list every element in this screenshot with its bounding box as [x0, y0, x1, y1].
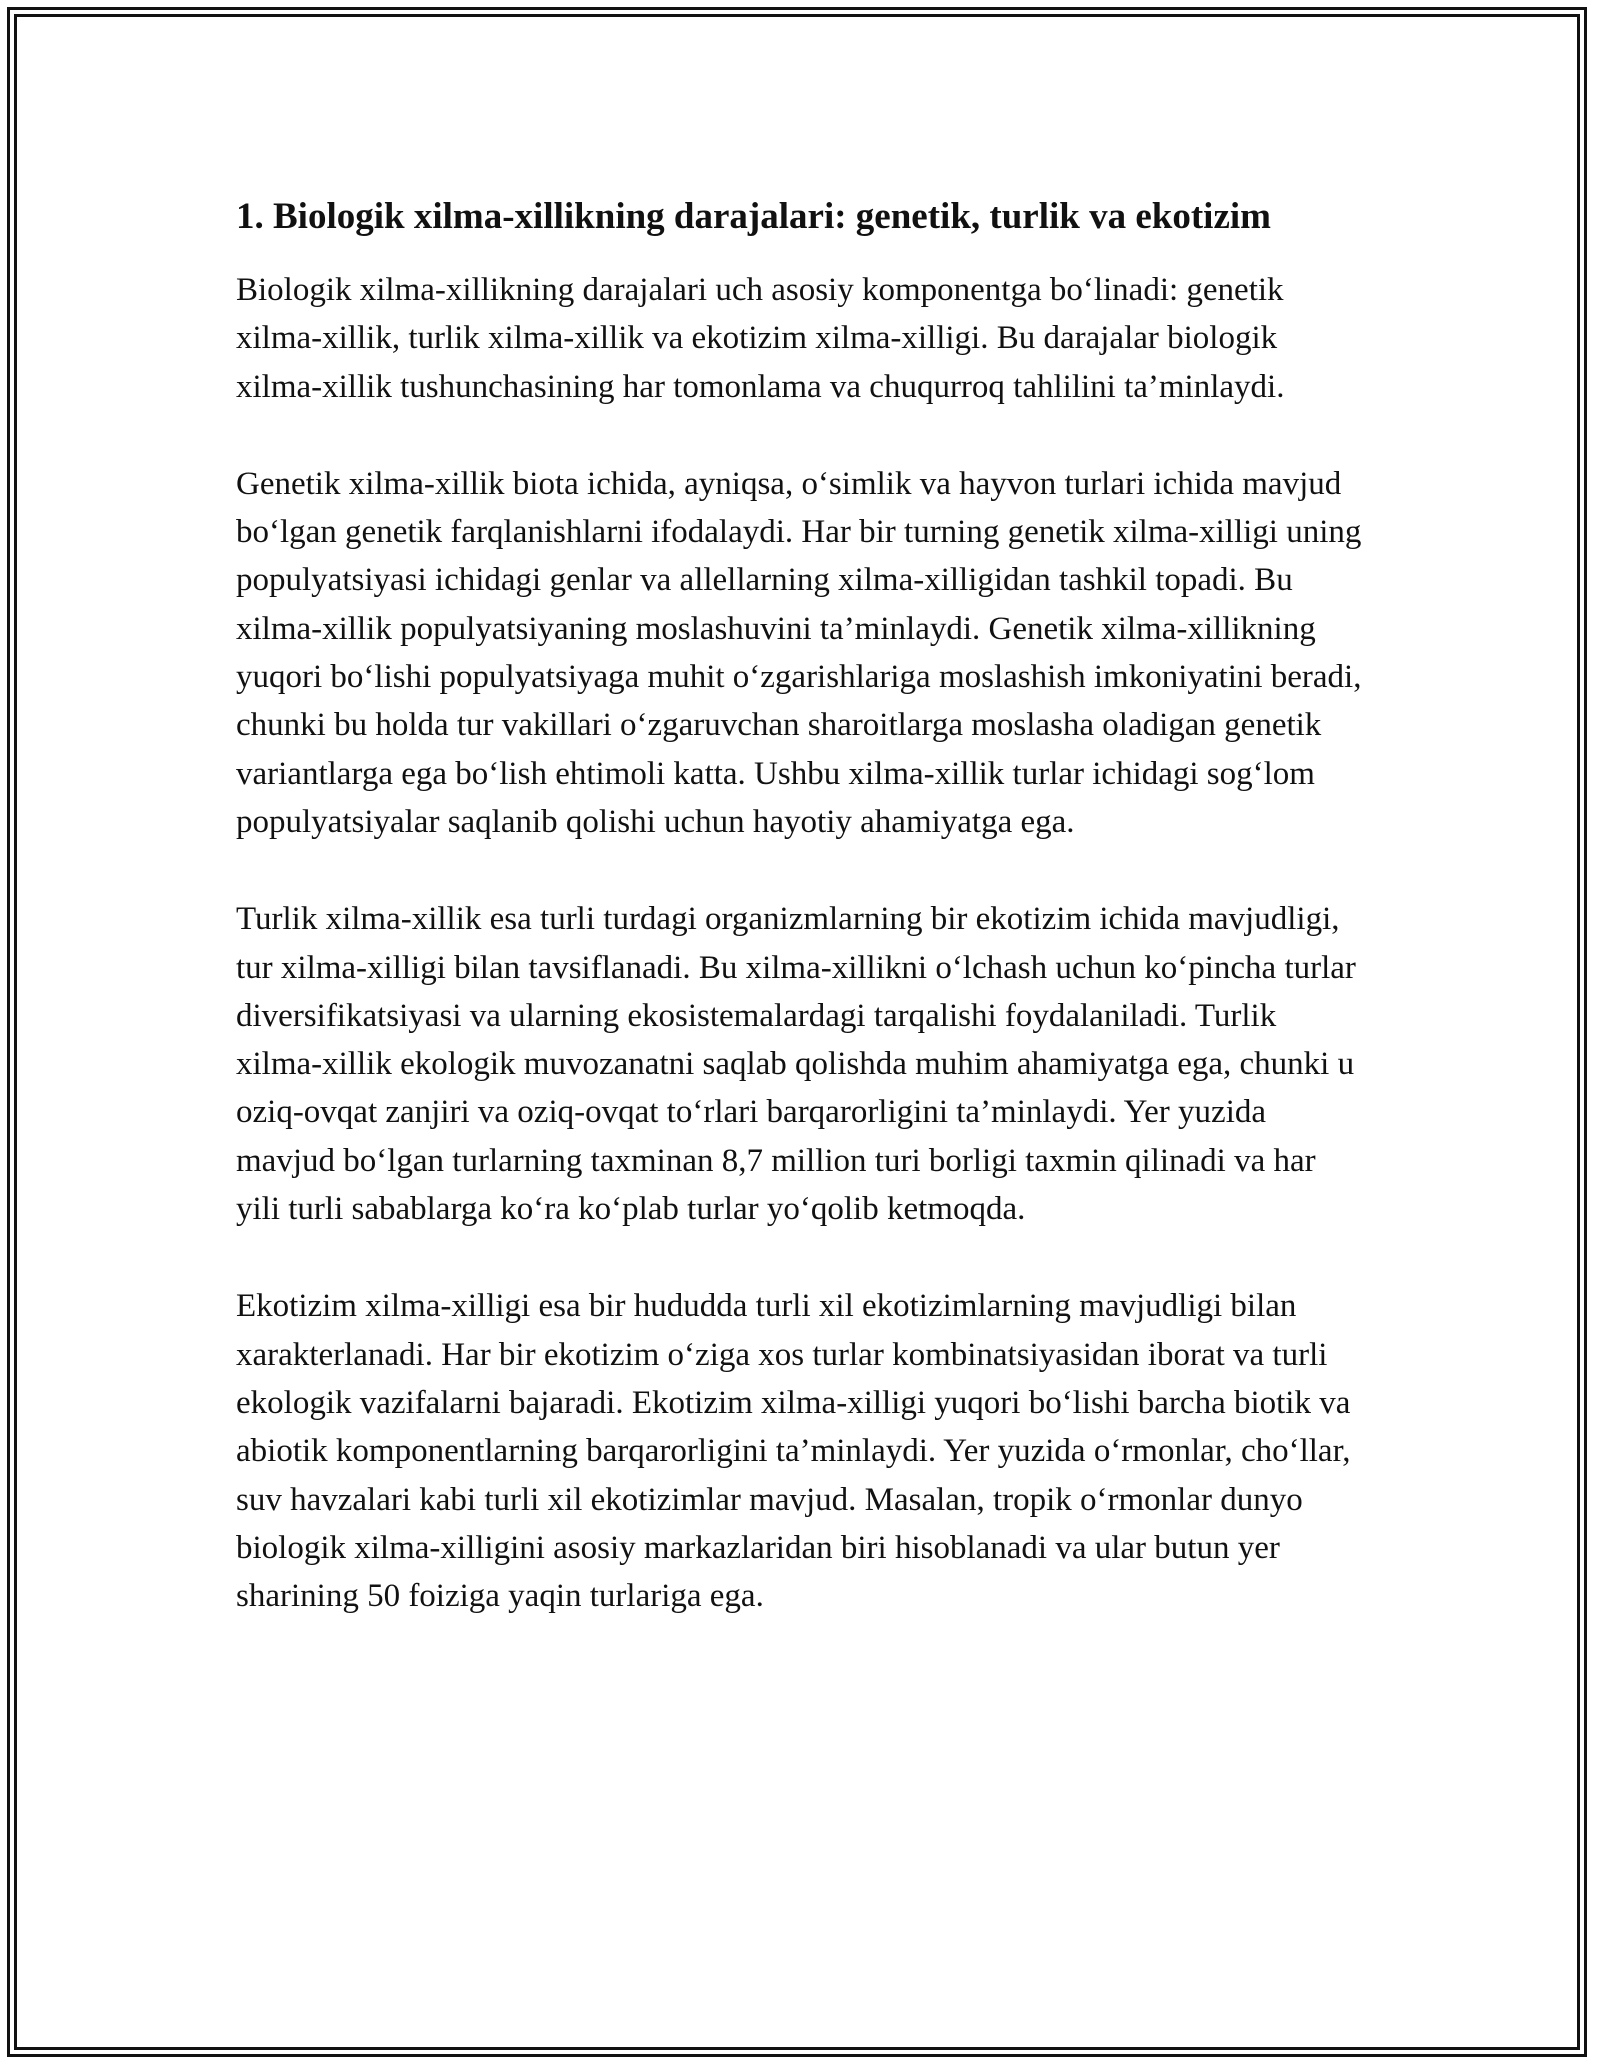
- section-heading: 1. Biologik xilma-xillikning darajalari: genetik, turlik va ekotizim: [236, 196, 1271, 237]
- paragraph-genetic-diversity: Genetik xilma-xillik biota ichida, ayniqsa, o‘simlik va hayvon turlari ichida mavjud bo‘lgan genetik farqlanishlarni ifodalaydi. Har bir turning genetik xilma-xilligi uning populyatsiyasi ichidagi genlar va allellarning xilma-xilligidan tashkil topadi. Bu xilma-xillik populyatsiyaning moslashuvini ta’minlaydi. Genetik xilma-xillikning yuqori bo‘lishi populyatsiyaga muhit o‘zgarishlariga moslashish imkoniyatini beradi, chunki bu holda tur vakillari o‘zgaruvchan sharoitlarga moslasha oladigan genetik variantlarga ega bo‘lish ehtimoli katta. Ushbu xilma-xillik turlar ichidagi sog‘lom populyatsiyalar saqlanib qolishi uchun hayotiy ahamiyatga ega.: [236, 465, 1362, 840]
- paragraph-intro: Biologik xilma-xillikning darajalari uch asosiy komponentga bo‘linadi: genetik xilma-xillik, turlik xilma-xillik va ekotizim xilma-xilligi. Bu darajalar biologik xilma-xillik tushunchasining har tomonlama va chuqurroq tahlilini ta’minlaydi.: [236, 272, 1285, 405]
- paragraph-species-diversity: Turlik xilma-xillik esa turli turdagi organizmlarning bir ekotizim ichida mavjudligi, tur xilma-xilligi bilan tavsiflanadi. Bu xilma-xillikni o‘lchash uchun ko‘pincha turlar diversifikatsiyasi va ularning ekosistemalardagi tarqalishi foydalaniladi. Turlik xilma-xillik ekologik muvozanatni saqlab qolishda muhim ahamiyatga ega, chunki u oziq-ovqat zanjiri va oziq-ovqat to‘rlari barqarorligini ta’minlaydi. Yer yuzida mavjud bo‘lgan turlarning taxminan 8,7 million turi borligi taxmin qilinadi va har yili turli sabablarga ko‘ra ko‘plab turlar yo‘qolib ketmoqda.: [236, 901, 1356, 1228]
- paragraph-ecosystem-diversity: Ekotizim xilma-xilligi esa bir hududda turli xil ekotizimlarning mavjudligi bilan xarakterlanadi. Har bir ekotizim o‘ziga xos turlar kombinatsiyasidan iborat va turli ekologik vazifalarni bajaradi. Ekotizim xilma-xilligi yuqori bo‘lishi barcha biotik va abiotik komponentlarning barqarorligini ta’minlaydi. Yer yuzida o‘rmonlar, cho‘llar, suv havzalari kabi turli xil ekotizimlar mavjud. Masalan, tropik o‘rmonlar dunyo biologik xilma-xilligini asosiy markazlaridan biri hisoblanadi va ular butun yer sharining 50 foiziga yaqin turlariga ega.: [236, 1288, 1351, 1615]
- document-body: [236, 190, 1366, 1620]
